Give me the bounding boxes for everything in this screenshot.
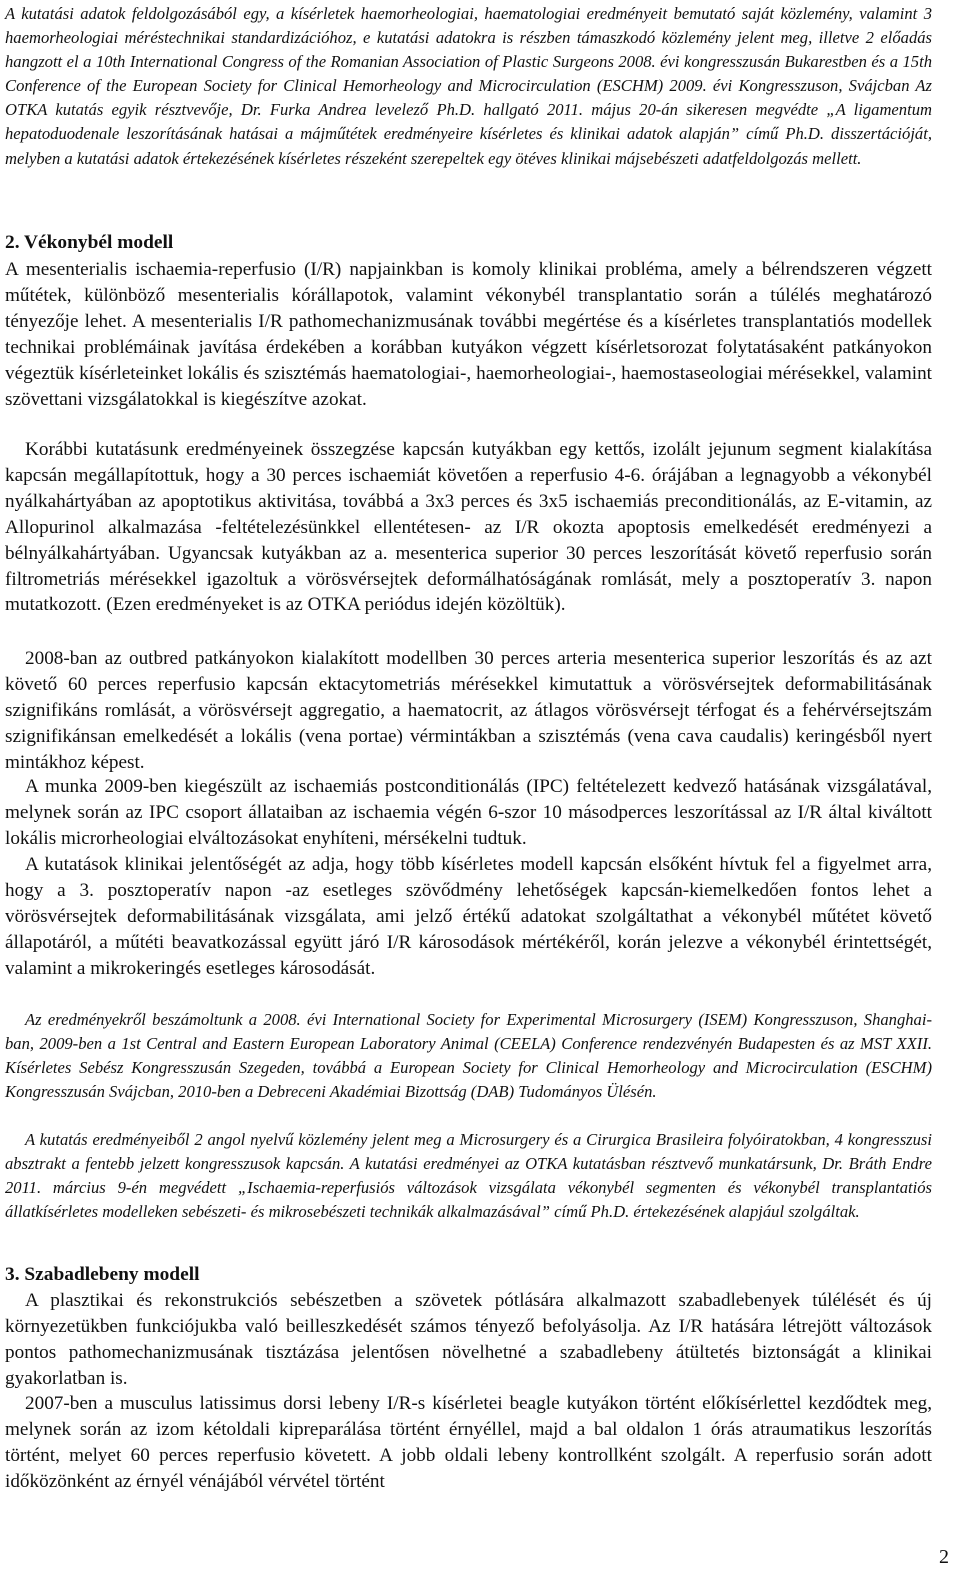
section-heading-free-flap: 3. Szabadlebeny modell bbox=[5, 1264, 200, 1285]
paragraph-presentations: Az eredményekről beszámoltunk a 2008. évi International Society for Experimental Microsurgery (ISEM) Kongresszuson, Shanghai-ban, 2009-ben a 1st Central and Eastern European Laboratory Animal (CEELA) Conference rendezvényén Budapesten és az MST XXII. Kísérletes Sebész Kongresszusán Szegeden, továbbá a European Society for Clinical Hemorheology and Microcirculation (ESCHM) Kongresszusán Svájcban, 2010-ben a Debreceni Akadémiai Bizottság (DAB) Tudományos Ülésén. bbox=[5, 1010, 932, 1102]
paragraph-free-flap-intro: A plasztikai és rekonstrukciós sebészetben a szövetek pótlására alkalmazott szabadlebenyek túlélését és új környezetükben funkciójukba való beilleszkedését számos tényező befolyásolja. Az I/R hatására létrejött változások pontos pathomechanizmusának tisztázása jelentősen növelhetné a szabadlebeny átültetés biztonságát a klinikai gyakorlatban is. bbox=[5, 1290, 932, 1389]
section-heading-small-intestine: 2. Vékonybél modell bbox=[5, 232, 174, 253]
paragraph-mesenteric-ir: A mesenterialis ischaemia-reperfusio (I/R) napjainkban is komoly klinikai probléma, amely a bélrendszeren végzett műtétek, különböző mesenterialis kórállapotok, valamint vékonybél transplantatio során a túlélés meghatározó tényezője lehet. A mesenterialis I/R pathomechanizmusának további megértése és a kísérletes transplantatiós modellek technikai problémáinak javítása érdekében a korábban kutyákon végzett kísérletsorozat folytatásaként patkányokon végeztük kísérleteinket lokális és szisztémás haematologiai-, haemorheologiai-, haemostaseologiai mérésekkel, valamint szövettani vizsgálatokkal is kiegészítve azokat. bbox=[5, 259, 932, 410]
paragraph-2009-ipc: A munka 2009-ben kiegészült az ischaemiás postconditionálás (IPC) feltételezett kedvező hatásának vizsgálatával, melynek során az IPC csoport állataiban az ischaemia végén 6-szor 10 másodperces leszorítással az I/R által kiváltott lokális microrheologiai elváltozásokat enyhíteni, mérsékelni tudtuk. bbox=[5, 776, 932, 849]
paragraph-otka-summary: A kutatási adatok feldolgozásából egy, a kísérletek haemorheologiai, haematologiai eredményeit bemutató saját közlemény, valamint 3 haemorheologiai méréstechnikai standardizációhoz, e kutatási adatokra is részben támaszkodó közlemény jelent meg, illetve 2 előadás hangzott el a 10th International Congress of the Romanian Association of Plastic Surgeons 2008. évi kongresszusán Bukarestben és a 15th Conference of the European Society for Clinical Hemorheology and Microcirculation (ESCHM) 2009. évi Kongresszuson, Svájcban Az OTKA kutatás egyik résztvevője, Dr. Furka Andrea levelező Ph.D. hallgató 2011. május 20-án sikeresen megvédte „A ligamentum hepatoduodenale leszorításának hatásai a májműtétek eredményeire kísérletes és klinikai adatok alapján” című Ph.D. disszertációját, melyben a kutatási adatok értekezésének kísérletes részeként szerepeltek egy ötéves klinikai májsebészeti adatfeldolgozás mellett. bbox=[5, 4, 932, 168]
paragraph-clinical-significance: A kutatások klinikai jelentőségét az adja, hogy több kísérletes modell kapcsán elsőként hívtuk fel a figyelmet arra, hogy a 3. posztoperatív napon -az esetleges szövődmény lehetőségek kapcsán-kiemelkedően fontos lehet a vörösvérsejtek deformabilitásának vizsgálata, ami jelző értékű adatokat szolgáltathat a vékonybél műtétet követő állapotáról, a műtéti beavatkozással együtt járó I/R károsodások mértékéről, korán jelezve a vékonybél érintettségét, valamint a mikrokeringés esetleges károsodását. bbox=[5, 854, 932, 979]
paragraph-2008-rat-model: 2008-ban az outbred patkányokon kialakított modellben 30 perces arteria mesenterica superior leszorítás és az azt követő 60 perces reperfusio kapcsán ektacytometriás mérésekkel kimutattuk a vörösvérsejtek deformabilitásának szignifikáns romlását, a vörösvérsejt aggregatio, a haematocrit, az átlagos vörösvérsejt térfogat és a fehérvérsejtszám szignifikánsan emelkedését a lokális (vena portae) vérmintákban a szisztémás (vena cava caudalis) keringésből nyert mintákhoz képest. bbox=[5, 648, 932, 773]
paragraph-2007-latissimus: 2007-ben a musculus latissimus dorsi lebeny I/R-s kísérletei beagle kutyákon történt előkísérlettel kezdődtek meg, melynek során az izom kétoldali kipreparálása történt érnyéllel, majd a bal oldalon 1 órás atraumatikus leszorítás történt, melyet 60 perces reperfusio követett. A jobb oldali lebeny kontrollként szolgált. A reperfusio során adott időközönként az érnyél vénájából vérvétel történt bbox=[5, 1393, 932, 1492]
paragraph-publications: A kutatás eredményeiből 2 angol nyelvű közlemény jelent meg a Microsurgery és a Cirurgica Brasileira folyóiratokban, 4 kongresszusi absztrakt a fentebb jelzett kongresszusok kapcsán. A kutatási eredményei az OTKA kutatásban résztvevő munkatársunk, Dr. Bráth Endre 2011. március 9-én megvédett „Ischaemia-reperfusiós változások vizsgálata vékonybél segmenten és vékonybél transplantatiós állatkísérletes modelleken sebészeti- és mikrosebészeti technikák alkalmazásával” című Ph.D. értekezésének alapjául szolgáltak. bbox=[5, 1130, 932, 1222]
paragraph-prior-research: Korábbi kutatásunk eredményeinek összegzése kapcsán kutyákban egy kettős, izolált jejunum segment kialakítása kapcsán megállapítottuk, hogy a 30 perces ischaemiát követően a reperfusio 4-6. órájában a legnagyobb a vékonybél nyálkahártyában az apoptotikus aktivitása, továbbá a 3x3 perces és 3x5 ischaemiás preconditionálás, az E-vitamin, az Allopurinol alkalmazása -feltételezésünkkel ellentétesen- az I/R okozta apoptosis emelkedését eredményezi a bélnyálkahártyában. Ugyancsak kutyákban az a. mesenterica superior 30 perces leszorítását követő reperfusio során filtrometriás mérésekkel igazoltuk a vörösvérsejtek deformálhatóságának romlását, mely a posztoperatív 3. napon mutatkozott. (Ezen eredményeket is az OTKA periódus idején közöltük). bbox=[5, 439, 932, 616]
page-number: 2 bbox=[939, 1546, 949, 1568]
